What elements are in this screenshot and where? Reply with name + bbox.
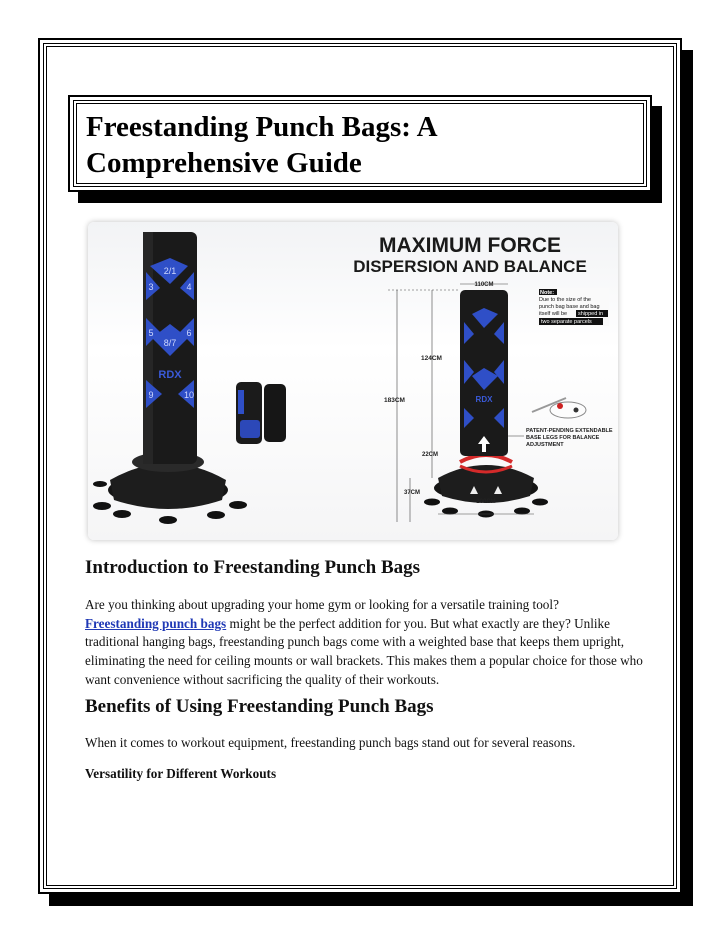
- product-image: [88, 222, 618, 540]
- extendable-leg-illustration: [532, 398, 586, 418]
- dim-37-label: 37CM: [404, 490, 421, 496]
- versatility-heading: Versatility for Different Workouts: [85, 766, 277, 781]
- feature-line1: PATENT-PENDING EXTENDABLE: [526, 428, 613, 434]
- note-label: Note:: [540, 290, 555, 296]
- bag-label-1: 2/1: [163, 266, 177, 276]
- brand-logo-right: RDX: [475, 395, 493, 404]
- note-line2: punch bag base and bag: [539, 304, 600, 310]
- product-illustration: [88, 222, 618, 540]
- feature-line2: BASE LEGS FOR BALANCE: [526, 435, 600, 441]
- note-line1: Due to the size of the: [539, 297, 591, 303]
- page-title-line2: Comprehensive Guide: [86, 147, 362, 179]
- dim-base-label: 200CM: [476, 499, 496, 505]
- image-headline-line2: DISPERSION AND BALANCE: [353, 257, 587, 276]
- bag-label-7: 9: [148, 390, 154, 400]
- intro-paragraph-rest: might be the perfect addition for you. But what exactly are they? Unlike traditional hanging bags, freestanding punch bags come with a weighted base that keeps them upright, eliminating the need for ceiling mounts or wall brackets. This makes them a popular choice for those who want convenience without sacrificing the quality of their workouts.: [85, 615, 643, 687]
- intro-heading: Introduction to Freestanding Punch Bags: [85, 557, 421, 578]
- dim-22-label: 22CM: [422, 452, 439, 458]
- benefits-heading: Benefits of Using Freestanding Punch Bags: [85, 696, 434, 717]
- dim-top-label: 110CM: [474, 282, 494, 288]
- feature-line3: ADJUSTMENT: [526, 442, 564, 448]
- image-headline-line1: MAXIMUM FORCE: [379, 234, 561, 257]
- bag-label-6: 8/7: [163, 338, 177, 348]
- freestanding-punch-bags-link[interactable]: Freestanding punch bags: [85, 615, 227, 631]
- bag-label-5: 6: [186, 328, 192, 338]
- brand-logo-left: RDX: [158, 369, 182, 381]
- intro-paragraph-start: Are you thinking about upgrading your home gym or looking for a versatile training tool?: [85, 597, 559, 612]
- shipping-note: [537, 288, 609, 326]
- note-line3: itself will be: [539, 311, 568, 317]
- page-title-line1: Freestanding Punch Bags: A: [86, 111, 438, 143]
- note-highlight: shipped in: [578, 311, 604, 317]
- bag-label-4: 5: [148, 328, 154, 338]
- boxing-gloves: [236, 382, 286, 444]
- intro-paragraph: [85, 596, 645, 690]
- title-box: [68, 95, 652, 192]
- dim-183-label: 183CM: [384, 397, 405, 404]
- note-line4: two separate parcels: [541, 319, 592, 325]
- page-title: [86, 109, 626, 181]
- benefits-paragraph: When it comes to workout equipment, freestanding punch bags stand out for several reasons.: [85, 735, 576, 750]
- punch-bag-right: [424, 290, 548, 518]
- dim-124-label: 124CM: [421, 355, 442, 362]
- punch-bag-left: [93, 232, 247, 524]
- bag-label-2: 3: [148, 282, 154, 292]
- bag-label-3: 4: [186, 282, 192, 292]
- bag-label-8: 10: [183, 390, 195, 400]
